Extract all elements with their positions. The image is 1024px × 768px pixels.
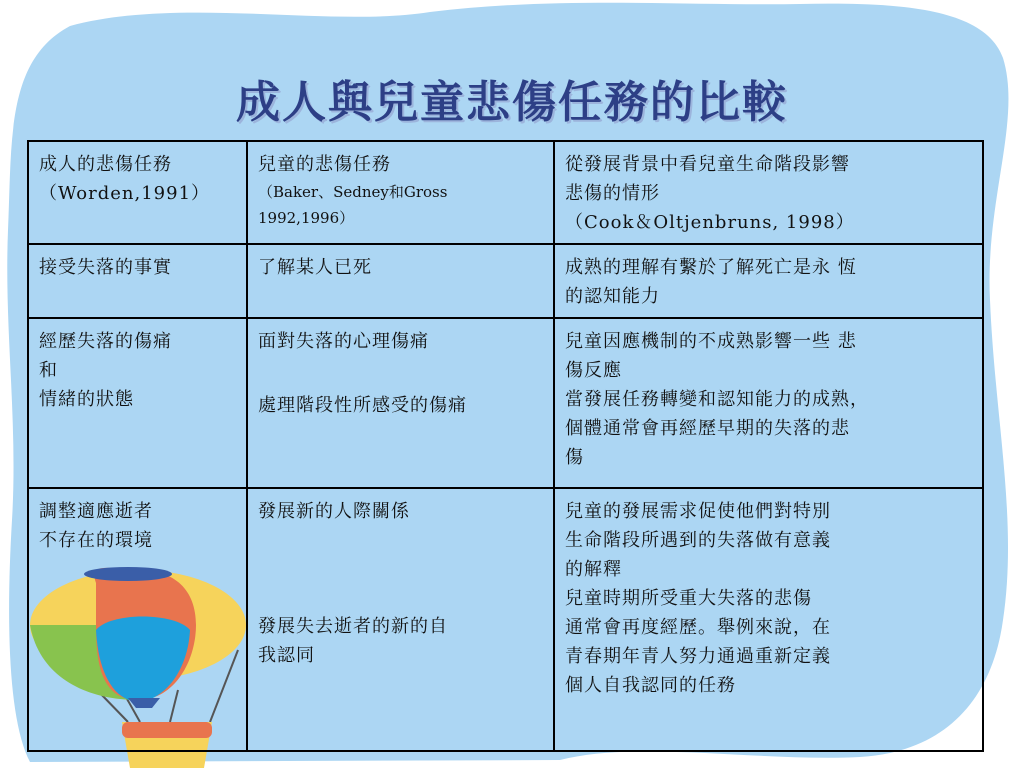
header-cell-line: 兒童的悲傷任務 — [258, 154, 391, 175]
cell-text: 個人自我認同的任務 — [565, 675, 736, 696]
header-cell-line: 從發展背景中看兒童生命階段影響 — [565, 154, 850, 175]
header-cell-citation: （Cook＆Oltjenbruns, 1998） — [565, 212, 855, 233]
header-cell-citation: （Worden,1991） — [39, 183, 211, 204]
cell-developmental — [554, 318, 983, 488]
cell-adult-task — [28, 244, 247, 318]
table-row — [28, 488, 983, 751]
cell-child-task — [247, 488, 554, 751]
header-cell-citation: 1992,1996） — [258, 209, 355, 227]
header-cell-line: 悲傷的情形 — [565, 183, 660, 204]
cell-text: 兒童的發展需求促使他們對特別 — [565, 501, 831, 522]
cell-text: 青春期年青人努力通過重新定義 — [565, 646, 831, 667]
cell-text: 面對失落的心理傷痛 — [258, 331, 429, 352]
header-cell-citation: （Baker、Sedney和Gross — [258, 183, 448, 201]
cell-text: 通常會再度經歷。舉例來說，在 — [565, 617, 831, 638]
cell-text: 發展失去逝者的新的自 — [258, 616, 448, 637]
page-title: 成人與兒童悲傷任務的比較 — [236, 77, 788, 128]
header-cell-line: 成人的悲傷任務 — [39, 154, 172, 175]
table-row — [28, 244, 983, 318]
cell-text: 兒童時期所受重大失落的悲傷 — [565, 588, 812, 609]
table-row — [28, 318, 983, 488]
cell-text: 傷 — [565, 447, 584, 468]
cell-child-task — [247, 244, 554, 318]
cell-child-task — [247, 318, 554, 488]
cell-text: 成熟的理解有繫於了解死亡是永 恆 — [565, 257, 857, 278]
cell-developmental — [554, 488, 983, 751]
cell-text: 兒童因應機制的不成熟影響一些 悲 — [565, 331, 857, 352]
cell-text: 當發展任務轉變和認知能力的成熟， — [565, 389, 869, 410]
cell-text: 發展新的人際關係 — [258, 501, 410, 522]
cell-text: 調整適應逝者 — [39, 501, 153, 522]
cell-adult-task — [28, 488, 247, 751]
header-developmental-context — [554, 141, 983, 244]
cell-text: 的認知能力 — [565, 286, 660, 307]
cell-text: 經歷失落的傷痛 — [39, 331, 172, 352]
cell-developmental — [554, 244, 983, 318]
cell-text: 和 — [39, 360, 58, 381]
cell-text: 處理階段性所感受的傷痛 — [258, 395, 467, 416]
cell-text: 情緒的狀態 — [39, 389, 134, 410]
cell-text: 個體通常會再經歷早期的失落的悲 — [565, 418, 850, 439]
comparison-table — [27, 140, 984, 752]
cell-text: 傷反應 — [565, 360, 622, 381]
cell-text: 生命階段所遇到的失落做有意義 — [565, 530, 831, 551]
cell-text: 了解某人已死 — [258, 257, 372, 278]
cell-adult-task — [28, 318, 247, 488]
cell-text: 接受失落的事實 — [39, 257, 172, 278]
cell-text: 我認同 — [258, 645, 315, 666]
cell-text: 的解釋 — [565, 559, 622, 580]
table-header-row — [28, 141, 983, 244]
cell-text: 不存在的環境 — [39, 530, 153, 551]
header-adult-tasks — [28, 141, 247, 244]
header-child-tasks — [247, 141, 554, 244]
